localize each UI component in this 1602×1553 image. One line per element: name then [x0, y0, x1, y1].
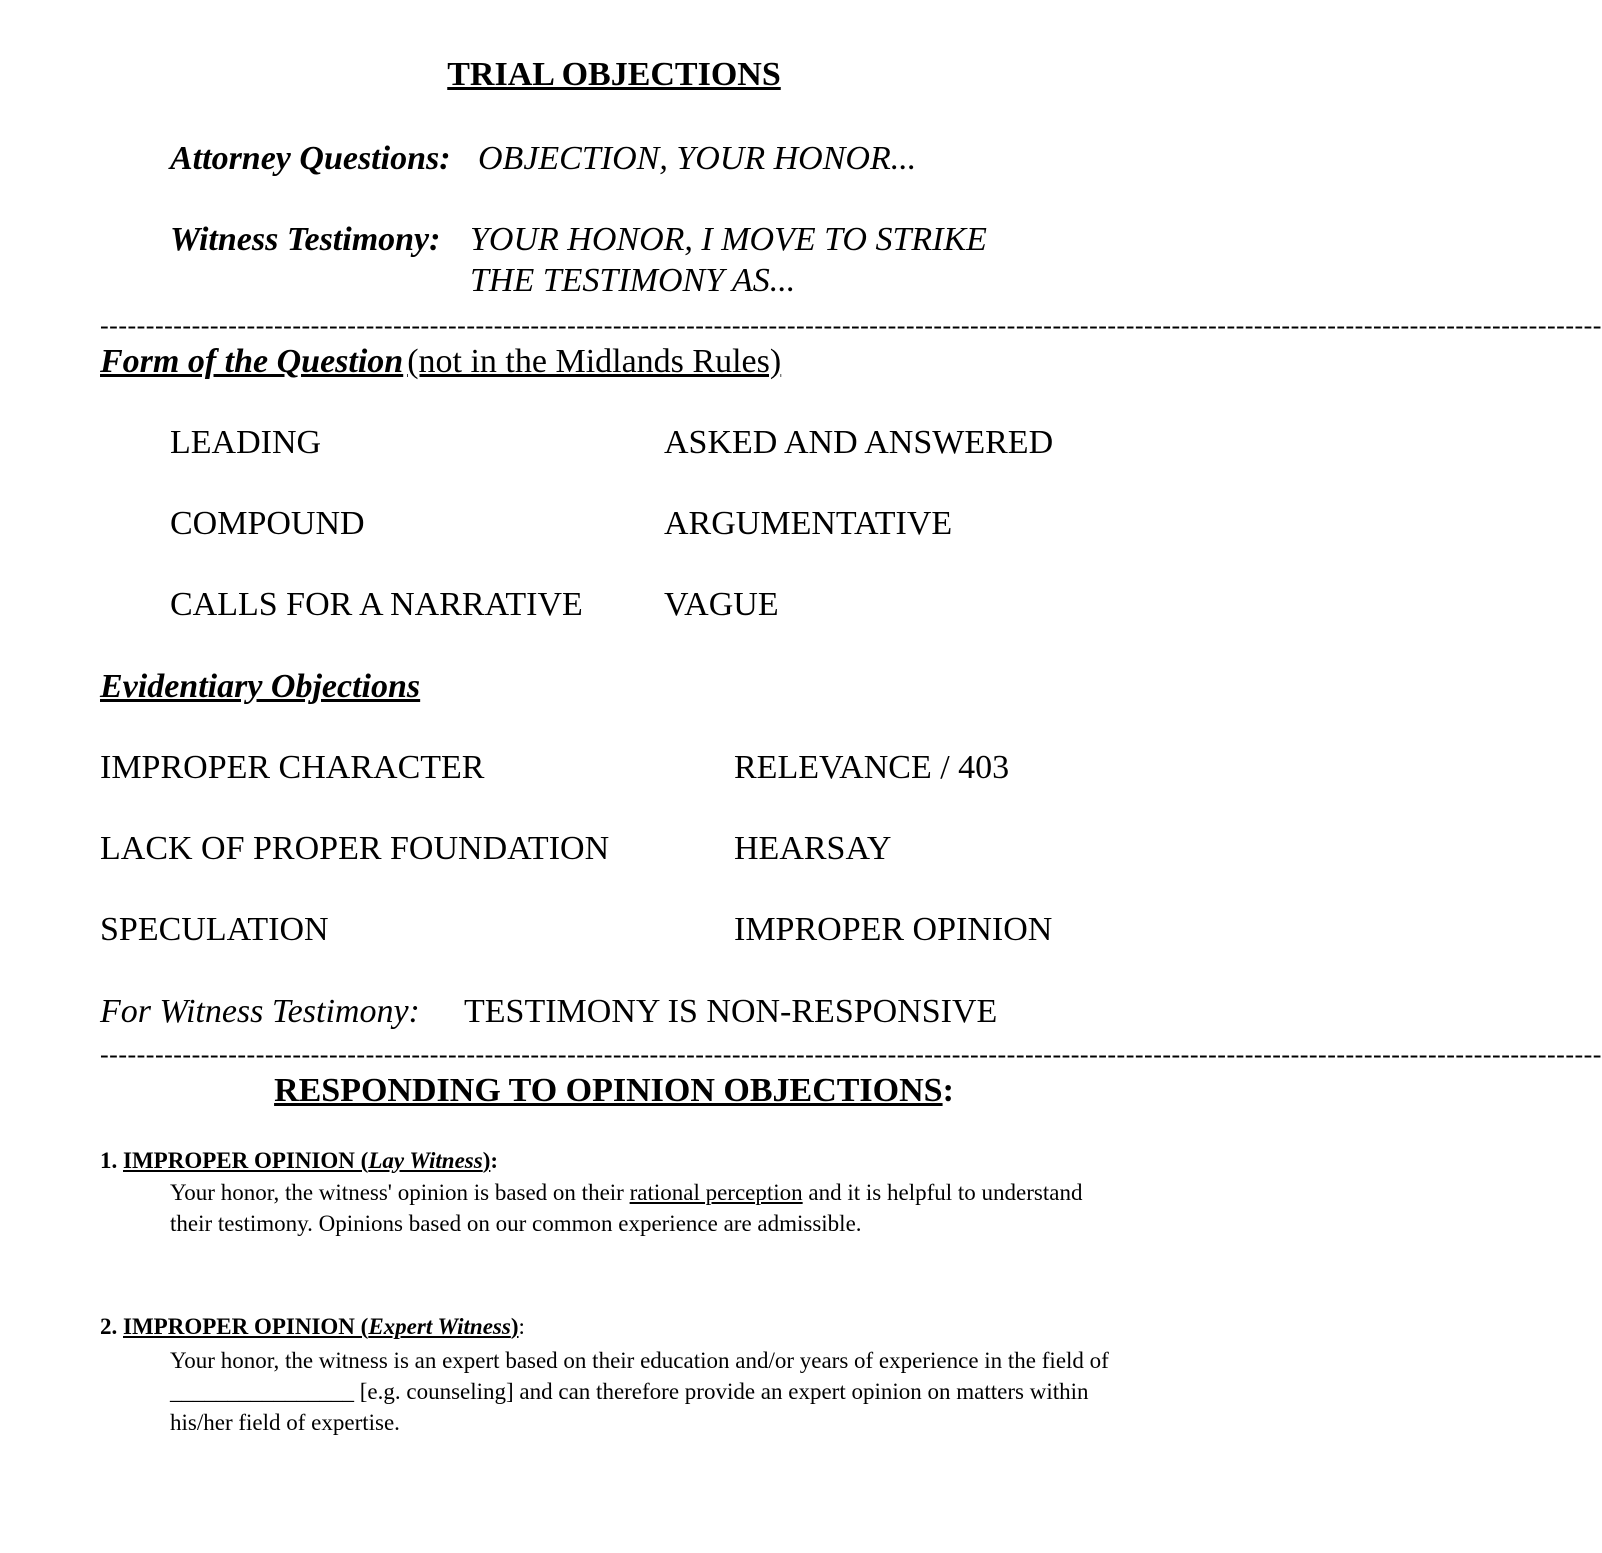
objection-improper-opinion: IMPROPER OPINION [734, 911, 1053, 948]
attorney-questions-text: OBJECTION, YOUR HONOR... [478, 140, 917, 177]
opinion-item-2-title: IMPROPER OPINION (Expert Witness) [123, 1314, 519, 1339]
objection-compound: COMPOUND [170, 505, 365, 542]
opinion-item-1-number: 1. [100, 1148, 118, 1173]
attorney-questions-label: Attorney Questions: [170, 140, 451, 177]
objection-leading: LEADING [170, 424, 322, 461]
responding-title-row [0, 1072, 1228, 1110]
opinion-item-1-heading: 1. IMPROPER OPINION (Lay Witness): [100, 1148, 499, 1173]
objection-vague: VAGUE [664, 586, 779, 623]
witness-testimony-label: Witness Testimony: [170, 221, 441, 258]
objection-speculation: SPECULATION [100, 911, 329, 948]
witness-testimony-text-line2: THE TESTIMONY AS... [470, 262, 796, 299]
objection-lack-of-foundation: LACK OF PROPER FOUNDATION [100, 830, 610, 867]
form-section-heading: Form of the Question [100, 343, 404, 380]
rational-perception-phrase: rational perception [629, 1180, 803, 1205]
responding-title: RESPONDING TO OPINION OBJECTIONS [274, 1072, 943, 1109]
objection-hearsay: HEARSAY [734, 830, 892, 867]
opinion-item-2-body: Your honor, the witness is an expert based on their education and/or years of experience in the field of ________________ [e.g. counseling] and can therefore provide an expert opinion on matters within his/her field of expertise. [170, 1348, 1109, 1435]
objection-argumentative: ARGUMENTATIVE [664, 505, 953, 542]
witness-testimony-text-line1: YOUR HONOR, I MOVE TO STRIKE [470, 221, 987, 258]
objection-non-responsive: TESTIMONY IS NON-RESPONSIVE [464, 993, 998, 1030]
form-section-note: (not in the Midlands Rules) [407, 343, 782, 380]
objection-relevance: RELEVANCE / 403 [734, 749, 1010, 786]
witness-testimony-objection-label: For Witness Testimony: [100, 993, 420, 1030]
page-title: TRIAL OBJECTIONS [447, 56, 781, 93]
opinion-item-2-number: 2. [100, 1314, 118, 1339]
opinion-item-1-body: Your honor, the witness' opinion is based on their rational perception and it is helpful to understand their testimony. Opinions based on our common experience are admissible. [170, 1180, 1083, 1236]
evidentiary-section-heading: Evidentiary Objections [100, 668, 421, 705]
divider-bottom: -------------------------------------------------------------------------------------------------------------------------------------------------------------------- [100, 1040, 1602, 1069]
form-section-heading-row [100, 343, 781, 381]
objection-asked-and-answered: ASKED AND ANSWERED [664, 424, 1054, 461]
objection-improper-character: IMPROPER CHARACTER [100, 749, 485, 786]
divider-top: -------------------------------------------------------------------------------------------------------------------------------------------------------------------- [100, 311, 1602, 340]
responding-title-colon: : [942, 1072, 954, 1109]
opinion-item-1-title: IMPROPER OPINION (Lay Witness) [123, 1148, 491, 1173]
objection-calls-for-narrative: CALLS FOR A NARRATIVE [170, 586, 583, 623]
opinion-item-2-heading: 2. IMPROPER OPINION (Expert Witness): [100, 1314, 525, 1339]
